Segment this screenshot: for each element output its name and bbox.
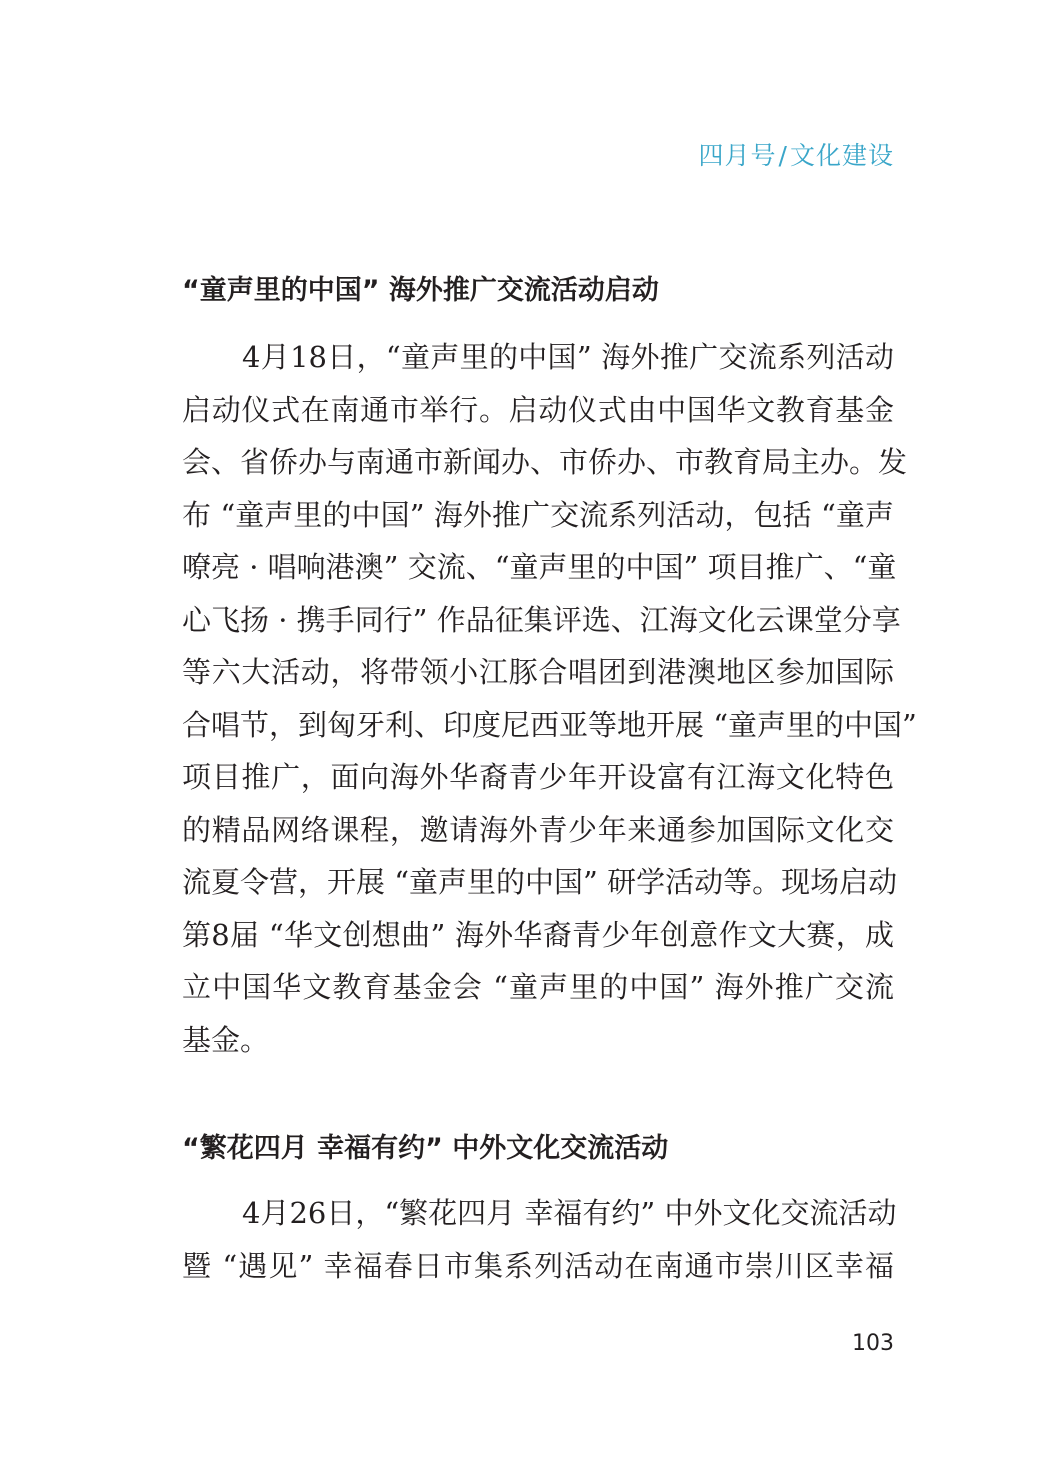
- article-2-title: “繁花四月 幸福有约” 中外文化交流活动: [182, 1133, 669, 1164]
- body-line: 4月18日，“童声里的中国” 海外推广交流系列活动: [242, 340, 894, 374]
- article-1-body: [182, 331, 917, 1066]
- body-line: 等六大活动，将带领小江豚合唱团到港澳地区参加国际: [182, 655, 894, 689]
- body-line: 心飞扬 · 携手同行” 作品征集评选、江海文化云课堂分享: [182, 602, 901, 637]
- body-line: 嘹亮 · 唱响港澳” 交流、“童声里的中国” 项目推广、“童: [182, 550, 897, 584]
- article-2-body: [182, 1187, 897, 1292]
- body-line: 4月26日，“繁花四月 幸福有约” 中外文化交流活动: [242, 1196, 897, 1230]
- body-line: 启动仪式在南通市举行。启动仪式由中国华文教育基金: [182, 392, 894, 427]
- body-line: 项目推广，面向海外华裔青少年开设富有江海文化特色: [182, 760, 894, 794]
- body-line: 布 “童声里的中国” 海外推广交流系列活动，包括 “童声: [182, 497, 894, 532]
- issue-label: 四月号: [698, 141, 777, 170]
- body-line: 第8届 “华文创想曲” 海外华裔青少年创意作文大赛，成: [182, 917, 894, 952]
- body-line: 暨 “遇见” 幸福春日市集系列活动在南通市崇川区幸福: [182, 1248, 894, 1283]
- body-line: 会、省侨办与南通市新闻办、市侨办、市教育局主办。发: [182, 445, 908, 479]
- header-separator: /: [778, 141, 788, 170]
- running-header: [699, 136, 894, 172]
- body-line: 流夏令营，开展 “童声里的中国” 研学活动等。现场启动: [182, 865, 898, 899]
- section-label: 文化建设: [789, 141, 894, 170]
- body-line: 合唱节，到匈牙利、印度尼西亚等地开展 “童声里的中国”: [182, 707, 917, 742]
- article-1-title: “童声里的中国” 海外推广交流活动启动: [182, 275, 659, 306]
- body-line: 基金。: [182, 1022, 270, 1057]
- page-number: 103: [852, 1331, 894, 1356]
- body-line: 立中国华文教育基金会 “童声里的中国” 海外推广交流: [182, 970, 894, 1004]
- body-line: 的精品网络课程，邀请海外青少年来通参加国际文化交: [182, 812, 894, 847]
